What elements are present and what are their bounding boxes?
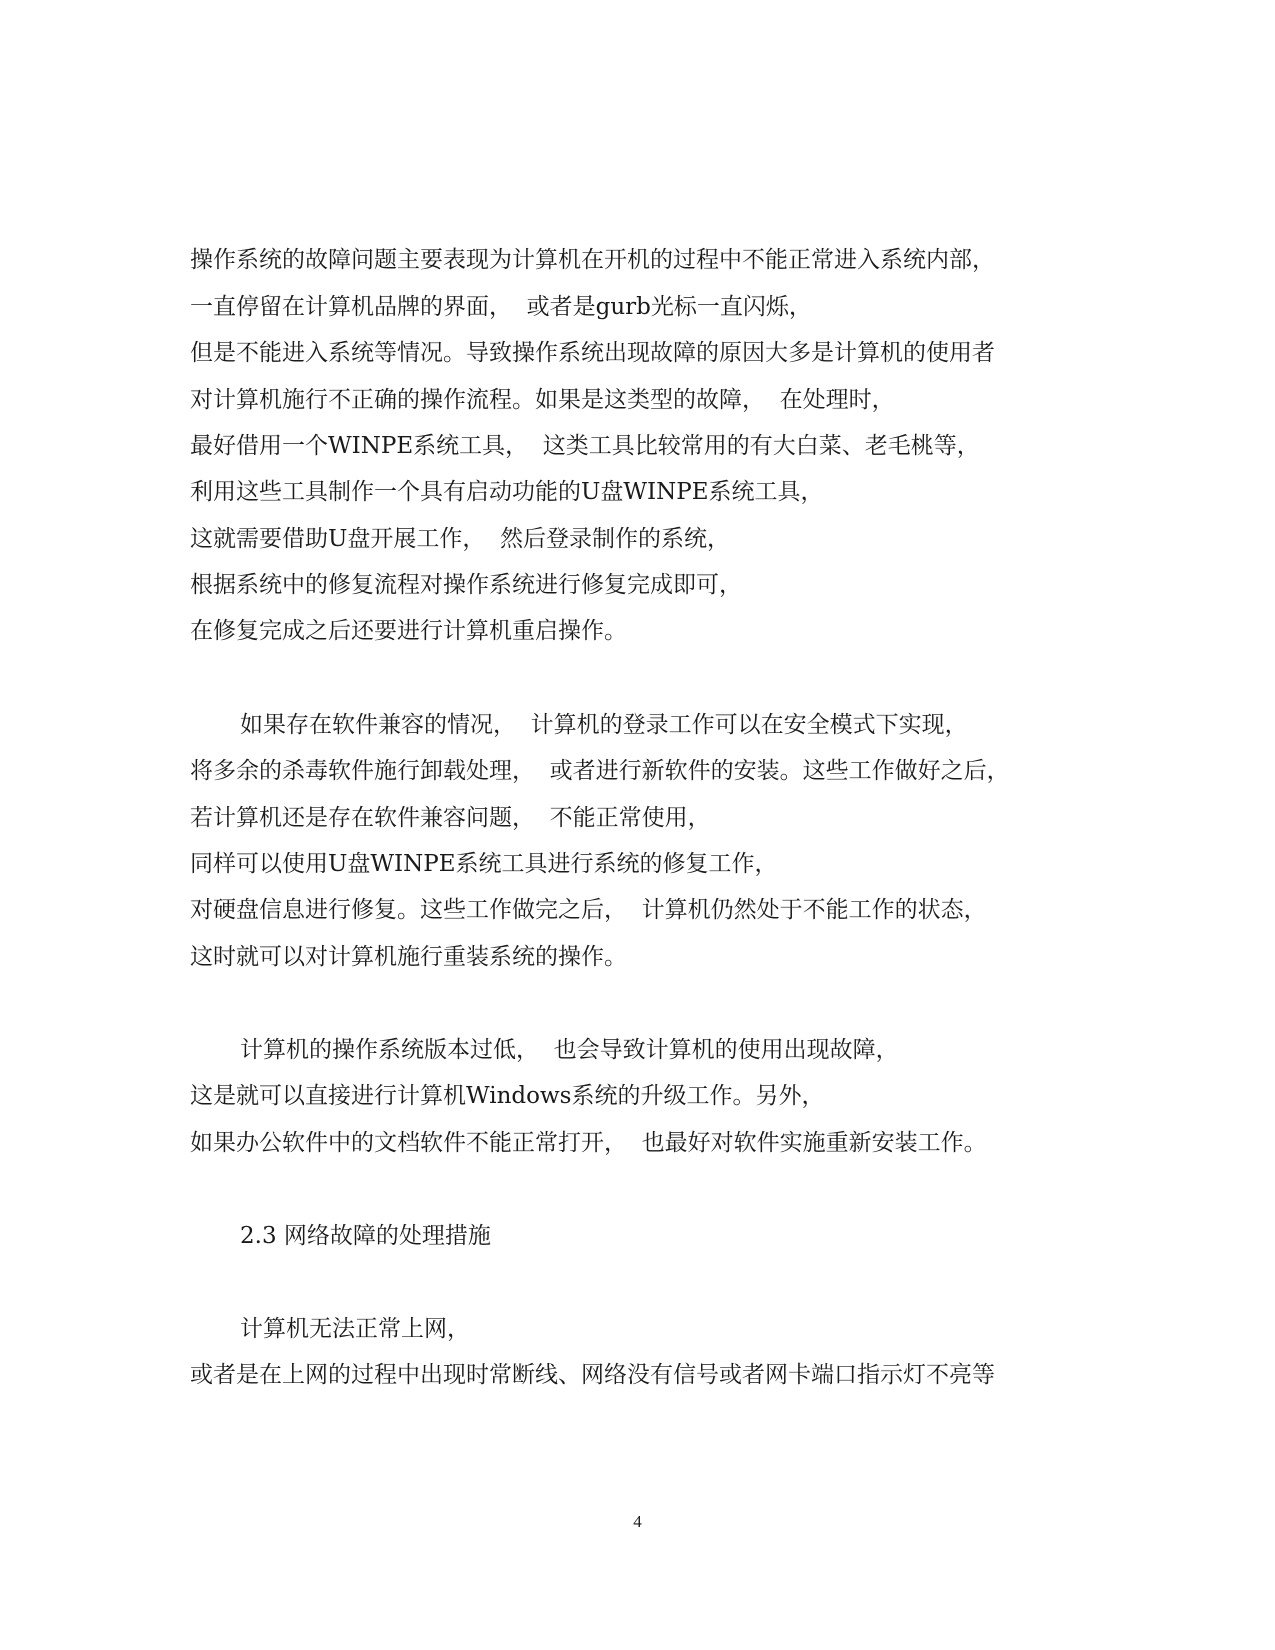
paragraph-4-line-1: 计算机无法正常上网，: [240, 1316, 470, 1342]
paragraph-2-line-2: 将多余的杀毒软件施行卸载处理， 或者进行新软件的安装。这些工作做好之后，: [190, 758, 1010, 784]
page-number: 4: [633, 1512, 642, 1531]
paragraph-2-line-4: 同样可以使用U盘WINPE系统工具进行系统的修复工作，: [190, 851, 778, 877]
paragraph-2-line-1: 如果存在软件兼容的情况， 计算机的登录工作可以在安全模式下实现，: [240, 712, 968, 738]
section-heading: 2.3 网络故障的处理措施: [240, 1223, 491, 1249]
paragraph-3-line-1: 计算机的操作系统版本过低， 也会导致计算机的使用出现故障，: [240, 1037, 899, 1063]
paragraph-1-line-6: 利用这些工具制作一个具有启动功能的U盘WINPE系统工具，: [190, 479, 824, 505]
paragraph-1-line-3: 但是不能进入系统等情况。导致操作系统出现故障的原因大多是计算机的使用者: [190, 340, 995, 366]
paragraph-2-line-3: 若计算机还是存在软件兼容问题， 不能正常使用，: [190, 805, 711, 831]
paragraph-2-line-5: 对硬盘信息进行修复。这些工作做完之后， 计算机仍然处于不能工作的状态，: [190, 897, 987, 923]
paragraph-1-line-5: 最好借用一个WINPE系统工具， 这类工具比较常用的有大白菜、老毛桃等，: [190, 433, 980, 459]
paragraph-3-line-3: 如果办公软件中的文档软件不能正常打开， 也最好对软件实施重新安装工作。: [190, 1130, 987, 1156]
paragraph-1-line-8: 根据系统中的修复流程对操作系统进行修复完成即可，: [190, 572, 742, 598]
paragraph-1-line-9: 在修复完成之后还要进行计算机重启操作。: [190, 618, 627, 644]
paragraph-1-line-1: 操作系统的故障问题主要表现为计算机在开机的过程中不能正常进入系统内部，: [190, 247, 995, 273]
paragraph-3-line-2: 这是就可以直接进行计算机Windows系统的升级工作。另外，: [190, 1083, 825, 1109]
paragraph-2-line-6: 这时就可以对计算机施行重装系统的操作。: [190, 944, 627, 970]
paragraph-1-line-2: 一直停留在计算机品牌的界面， 或者是gurb光标一直闪烁，: [190, 294, 812, 320]
paragraph-4-line-2: 或者是在上网的过程中出现时常断线、网络没有信号或者网卡端口指示灯不亮等: [190, 1362, 995, 1388]
paragraph-1-line-7: 这就需要借助U盘开展工作， 然后登录制作的系统，: [190, 526, 731, 552]
paragraph-1-line-4: 对计算机施行不正确的操作流程。如果是这类型的故障， 在处理时，: [190, 387, 895, 413]
